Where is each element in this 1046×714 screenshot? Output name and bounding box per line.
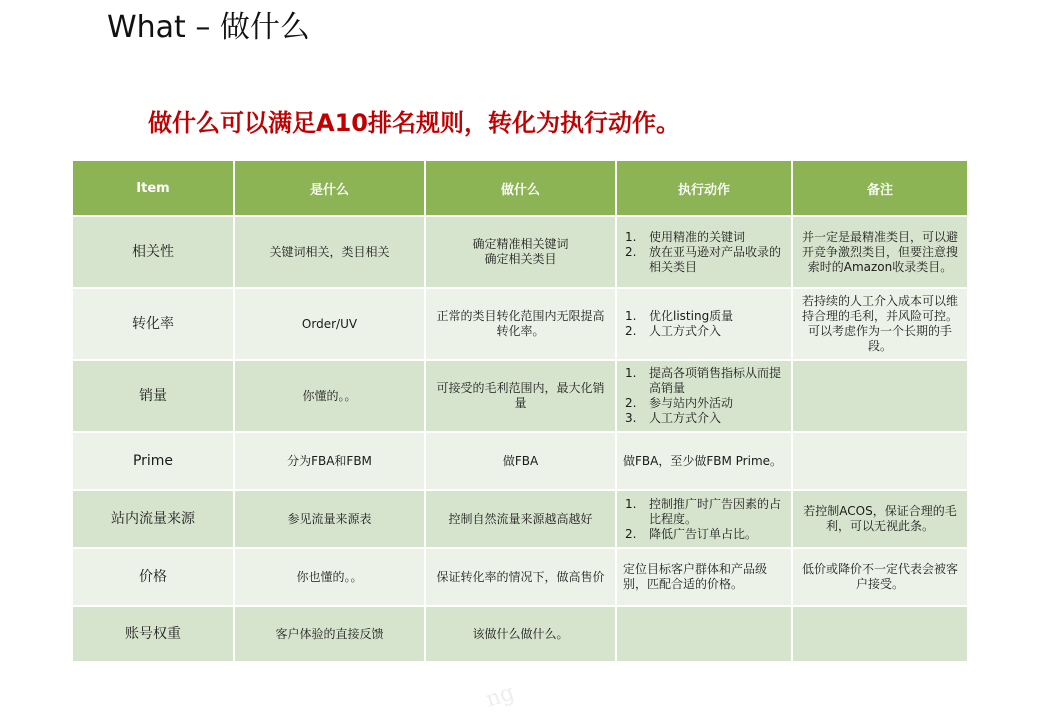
- table-row: [72, 490, 968, 548]
- header-actions: 执行动作: [616, 160, 792, 216]
- action-number: 1.: [625, 229, 637, 244]
- actions-cell: [616, 606, 792, 662]
- actions-cell: [616, 216, 792, 288]
- action-number: 2.: [625, 324, 637, 338]
- action-item: [623, 230, 785, 245]
- note-cell: [792, 606, 968, 662]
- action-item: [623, 396, 785, 411]
- action-text: 降低广告订单占比。: [649, 526, 758, 541]
- do-cell: 控制自然流量来源越高越好: [425, 490, 616, 548]
- do-cell: [425, 216, 616, 288]
- action-list: [623, 230, 785, 275]
- note-cell: [792, 360, 968, 432]
- what-cell: 分为FBA和FBM: [234, 432, 425, 490]
- action-number: 2.: [625, 526, 637, 541]
- do-line: 确定精准相关键词: [472, 237, 569, 251]
- note-cell: 若持续的人工介入成本可以维持合理的毛利，并风险可控。可以考虑作为一个长期的手段。: [792, 288, 968, 360]
- slide-subtitle: 做什么可以满足A10排名规则，转化为执行动作。: [148, 109, 680, 137]
- table-row: [72, 548, 968, 606]
- header-do: 做什么: [425, 160, 616, 216]
- table-row: [72, 360, 968, 432]
- actions-cell: 定位目标客户群体和产品级别，匹配合适的价格。: [616, 548, 792, 606]
- action-item: [623, 324, 785, 339]
- what-cell: 关键词相关，类目相关: [234, 216, 425, 288]
- action-text: 人工方式介入: [649, 324, 722, 338]
- action-list: [623, 309, 785, 339]
- table-row: [72, 606, 968, 662]
- ranking-table: [71, 159, 969, 663]
- what-cell: 参见流量来源表: [234, 490, 425, 548]
- slide-title: What – 做什么: [107, 10, 310, 45]
- item-cell: 相关性: [72, 216, 234, 288]
- actions-cell: [616, 288, 792, 360]
- what-cell: Order/UV: [234, 288, 425, 360]
- action-text: 放在亚马逊对产品收录的相关类目: [649, 244, 782, 274]
- action-text: 控制推广时广告因素的占比程度。: [649, 496, 782, 526]
- actions-cell: 做FBA，至少做FBM Prime。: [616, 432, 792, 490]
- table-header-row: [72, 160, 968, 216]
- action-item: [623, 411, 785, 426]
- actions-cell: [616, 490, 792, 548]
- action-number: 2.: [625, 244, 637, 259]
- action-list: [623, 497, 785, 542]
- action-number: 3.: [625, 411, 637, 425]
- do-line: 确定相关类目: [484, 252, 557, 266]
- action-number: 1.: [625, 496, 637, 511]
- action-number: 1.: [625, 309, 637, 323]
- action-item: [623, 366, 785, 396]
- action-item: [623, 245, 785, 275]
- action-number: 2.: [625, 396, 637, 410]
- item-cell: 转化率: [72, 288, 234, 360]
- action-text: 使用精准的关键词: [649, 229, 746, 244]
- action-list: [623, 366, 785, 426]
- action-item: [623, 497, 785, 527]
- header-note: 备注: [792, 160, 968, 216]
- what-cell: 客户体验的直接反馈: [234, 606, 425, 662]
- action-text: 优化listing质量: [649, 309, 734, 323]
- watermark: ng: [482, 680, 518, 713]
- note-cell: 低价或降价不一定代表会被客户接受。: [792, 548, 968, 606]
- header-what: 是什么: [234, 160, 425, 216]
- item-cell: 站内流量来源: [72, 490, 234, 548]
- note-cell: 若控制ACOS，保证合理的毛利，可以无视此条。: [792, 490, 968, 548]
- actions-cell: [616, 360, 792, 432]
- item-cell: 账号权重: [72, 606, 234, 662]
- table-row: [72, 288, 968, 360]
- action-text: 提高各项销售指标从而提高销量: [649, 366, 782, 395]
- item-cell: 价格: [72, 548, 234, 606]
- note-cell: [792, 432, 968, 490]
- do-cell: 可接受的毛利范围内，最大化销量: [425, 360, 616, 432]
- do-cell: 正常的类目转化范围内无限提高转化率。: [425, 288, 616, 360]
- action-text: 参与站内外活动: [649, 396, 734, 410]
- note-cell: 并一定是最精准类目，可以避开竞争激烈类目，但要注意搜索时的Amazon收录类目。: [792, 216, 968, 288]
- header-item: Item: [72, 160, 234, 216]
- do-cell: 保证转化率的情况下，做高售价: [425, 548, 616, 606]
- action-text: 人工方式介入: [649, 411, 722, 425]
- item-cell: Prime: [72, 432, 234, 490]
- item-cell: 销量: [72, 360, 234, 432]
- what-cell: 你懂的。。: [234, 360, 425, 432]
- what-cell: 你也懂的。。: [234, 548, 425, 606]
- table-row: [72, 216, 968, 288]
- do-cell: 做FBA: [425, 432, 616, 490]
- action-item: [623, 309, 785, 324]
- action-number: 1.: [625, 366, 637, 380]
- action-item: [623, 527, 785, 542]
- table-row: [72, 432, 968, 490]
- do-cell: 该做什么做什么。: [425, 606, 616, 662]
